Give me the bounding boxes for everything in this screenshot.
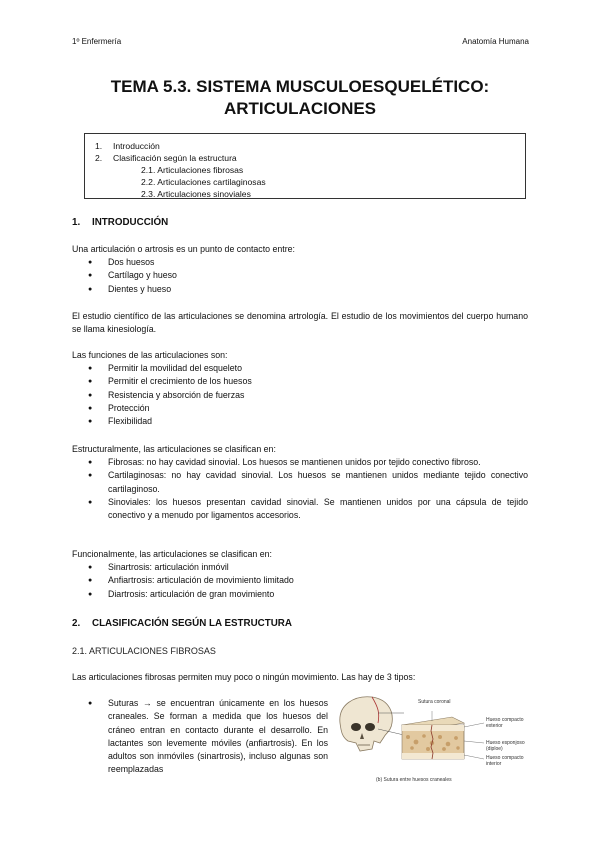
list-item: ● Flexibilidad <box>72 415 528 428</box>
structural-list <box>72 456 528 522</box>
list-item: ● Sinartrosis: articulación inmóvil <box>72 561 528 574</box>
suture-figure <box>334 693 532 789</box>
list-item: ● Permitir la movilidad del esqueleto <box>72 362 528 375</box>
subsection-heading-fibrosas: 2.1. ARTICULACIONES FIBROSAS <box>72 646 216 656</box>
list-item: ● Dos huesos <box>72 256 528 269</box>
functional-intro: Funcionalmente, las articulaciones se clasifican en: <box>72 549 272 559</box>
structural-intro: Estructuralmente, las articulaciones se clasifican en: <box>72 444 276 454</box>
section-heading-clasificacion <box>72 618 292 629</box>
figure-label: Hueso esponjoso (diploe) <box>486 740 525 752</box>
list-item: ● Fibrosas: no hay cavidad sinovial. Los huesos se mantienen unidos por tejido conectivo fibroso. <box>72 456 528 469</box>
intro-paragraph: Una articulación o artrosis es un punto de contacto entre: <box>72 244 295 254</box>
figure-label: Sutura coronal <box>418 699 451 705</box>
list-item: ● Sinoviales: los huesos presentan cavidad sinovial. Se mantienen unidos por una cápsula de tejido conectivo y a menudo por ligamentos accesorios. <box>72 496 528 523</box>
contact-list <box>72 256 528 296</box>
toc-item <box>95 140 525 152</box>
toc-subitem: 2.1. Articulaciones fibrosas <box>141 165 244 175</box>
functions-intro: Las funciones de las articulaciones son: <box>72 350 228 360</box>
table-of-contents <box>84 133 526 199</box>
list-item: ● Dientes y hueso <box>72 283 528 296</box>
section-number: 1. <box>72 217 81 228</box>
toc-item-num: 1. <box>95 141 103 151</box>
list-item: ● Diartrosis: articulación de gran movimiento <box>72 588 528 601</box>
section-heading-introduccion <box>72 217 168 228</box>
page-title <box>60 76 540 120</box>
list-item: ● Protección <box>72 402 528 415</box>
figure-label: Hueso compacto exterior <box>486 717 524 729</box>
skull-icon <box>340 697 392 751</box>
list-item: ● Cartilaginosas: no hay cavidad sinovial. Los huesos se mantienen unidos mediante tejido conectivo cartilaginoso. <box>72 469 528 496</box>
suturas-paragraph: Suturas → se encuentran únicamente en los huesos craneales. Se forman a medida que los huesos del cráneo entran en contacto durante el desarrollo. En lactantes son levemente móviles (anfiartrosis). En los adultos son inmóviles (sinartrosis), incluso algunas son reemplazadas <box>108 698 328 775</box>
section-title: INTRODUCCIÓN <box>92 217 169 228</box>
toc-subitem: 2.2. Articulaciones cartilaginosas <box>141 177 266 187</box>
bone-block <box>402 717 464 759</box>
list-item: ● Anfiartrosis: articulación de movimiento limitado <box>72 574 528 587</box>
header-course: 1º Enfermería <box>72 37 122 46</box>
section-title: CLASIFICACIÓN SEGÚN LA ESTRUCTURA <box>92 618 292 629</box>
functional-list <box>72 561 528 601</box>
header-subject: Anatomía Humana <box>462 37 529 46</box>
figure-label: Hueso compacto interior <box>486 755 524 767</box>
toc-item-num: 2. <box>95 153 103 163</box>
toc-subitem: 2.3. Articulaciones sinoviales <box>141 189 251 199</box>
study-paragraph: El estudio científico de las articulaciones se denomina artrología. El estudio de los movimientos del cuerpo humano se llama kinesiología. <box>72 311 528 335</box>
fibrosas-intro: Las articulaciones fibrosas permiten muy poco o ningún movimiento. Las hay de 3 tipos: <box>72 672 416 682</box>
functions-list <box>72 362 528 428</box>
list-item: ● Cartílago y hueso <box>72 269 528 282</box>
title-line-2: ARTICULACIONES <box>223 99 377 118</box>
toc-item-label: Introducción <box>113 141 160 151</box>
list-item: ● Permitir el crecimiento de los huesos <box>72 375 528 388</box>
toc-item <box>95 152 525 164</box>
toc-item-label: Clasificación según la estructura <box>113 153 237 163</box>
bullet-icon: ● <box>88 700 93 707</box>
figure-caption: (b) Sutura entre huesos craneales <box>376 777 452 783</box>
section-number: 2. <box>72 618 81 629</box>
title-line-1: TEMA 5.3. SISTEMA MUSCULOESQUELÉTICO: <box>110 77 490 96</box>
list-item: ● Resistencia y absorción de fuerzas <box>72 389 528 402</box>
